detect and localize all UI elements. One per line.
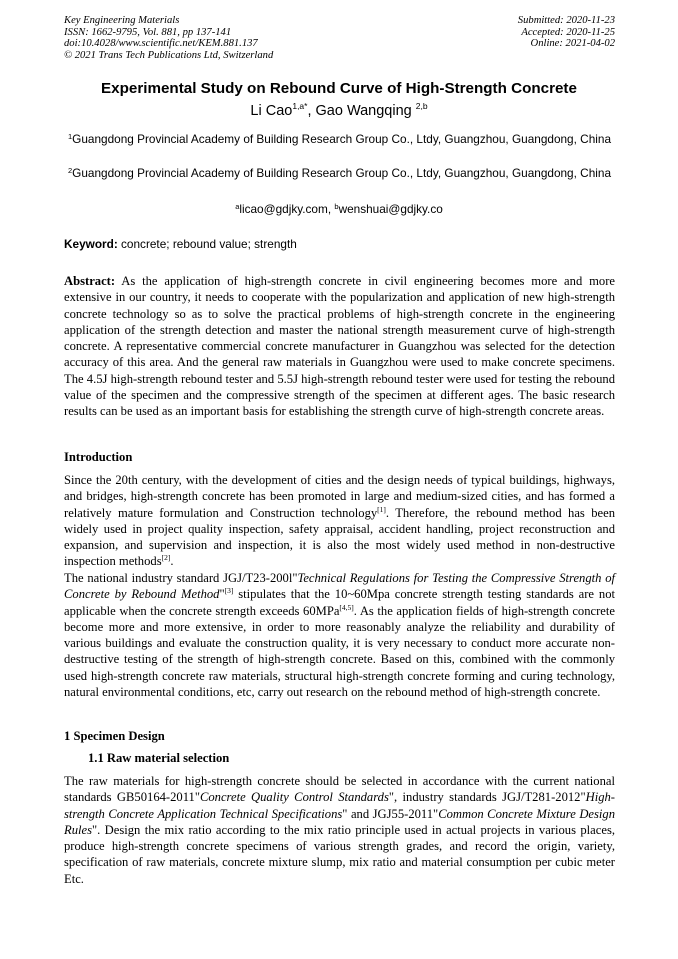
affiliation-2: [64, 165, 615, 182]
keyword-label: Keyword:: [64, 237, 118, 251]
intro-p1-text-b: . Therefore, the rebound method has been widely used in project quality inspection, safety appraisal, accident handling, project reconstruction and expansion, and supervision and inspection, it is also the most widely used method in non-destructive inspection methods: [64, 505, 615, 569]
keyword-text: concrete; rebound value; strength: [117, 237, 297, 251]
keywords: [64, 237, 297, 251]
raw-p-text-d: ". Design the mix ratio according to the mix ratio principle used in actual projects in various places, produce high-strength concrete specimens of various strength grades, and record the origin, variety, specification of raw materials, concrete mixture slump, mix ratio and material consumption per cubic meter Etc.: [64, 822, 615, 886]
raw-p-text-a: The raw materials for high-strength concrete should be selected in accordance with the current national standards GB50164-2011": [64, 774, 615, 805]
raw-p-standard-2: High-strength Concrete Application Technical Specifications: [64, 790, 615, 821]
author-1-affil: 1,a*: [292, 101, 308, 111]
citation-4-5[interactable]: [4,5]: [339, 602, 354, 612]
email-a-sup: a: [235, 202, 240, 211]
email-b[interactable]: wenshuai@gdjky.co: [338, 202, 443, 216]
accepted-date: Accepted: 2020-11-25: [521, 26, 615, 38]
intro-p2-text-b: ": [219, 587, 225, 602]
journal-info: [64, 15, 273, 61]
journal-doi: doi:10.4028/www.scientific.net/KEM.881.137: [64, 38, 258, 50]
affiliation-1: [64, 131, 615, 148]
affiliation-2-sup: 2: [67, 166, 73, 175]
submission-dates: [518, 15, 615, 50]
citation-3[interactable]: [3]: [224, 586, 234, 596]
introduction-heading: Introduction: [64, 450, 133, 464]
author-separator: ,: [307, 103, 316, 119]
section-1-heading: 1 Specimen Design: [64, 729, 165, 743]
journal-issn: ISSN: 1662-9795, Vol. 881, pp 137-141: [64, 26, 232, 38]
raw-p-text-b: ", industry standards JGJ/T281-2012": [388, 790, 586, 805]
affiliation-2-text: Guangdong Provincial Academy of Building Research Group Co., Ltdy, Guangzhou, Guangdong, China: [72, 166, 611, 180]
raw-material-paragraph: [64, 773, 615, 887]
abstract: [64, 273, 615, 420]
intro-p1-text-a: Since the 20th century, with the development of cities and the design needs of typical buildings, highways, and bridges, high-strength concrete has been promoted in large and medium-sized cities, and has formed a relatively mature formulation and Construction technology: [64, 473, 615, 520]
affiliation-1-sup: 1: [67, 132, 73, 141]
raw-p-text-c: " and JGJ55-2011": [342, 806, 439, 821]
intro-p2-text-d: . As the application fields of high-strength concrete become more and more extensive, in order to more reasonably analyze the reliability and durability of various buildings and evaluate the construction quality, it is very necessary to conduct more accurate non-destructive testing of the strength of high-strength concrete. Based on this, combined with the commonly used high-strength concrete raw materials, structural high-strength concrete forming and curing technology, natural environmental conditions, etc, carry out research on the rebound method of high-strength concrete.: [64, 603, 615, 700]
author-2: Gao Wangqing: [315, 103, 416, 119]
submitted-date: Submitted: 2020-11-23: [517, 15, 615, 26]
abstract-label: Abstract:: [64, 274, 116, 288]
author-1: Li Cao: [250, 103, 293, 119]
journal-copyright: © 2021 Trans Tech Publications Ltd, Switzerland: [64, 49, 274, 61]
online-date: Online: 2021-04-02: [530, 38, 615, 50]
section-1-1-heading: 1.1 Raw material selection: [88, 751, 230, 765]
raw-p-standard-1: Concrete Quality Control Standards: [199, 790, 389, 805]
author-emails: [0, 202, 678, 216]
journal-name: Key Engineering Materials: [64, 15, 180, 26]
citation-1[interactable]: [1]: [377, 504, 386, 514]
paper-title: Experimental Study on Rebound Curve of High-Strength Concrete: [101, 80, 577, 97]
citation-2[interactable]: [2]: [161, 553, 171, 563]
author-2-affil: 2,b: [415, 101, 428, 111]
intro-p2-standard-title: Technical Regulations for Testing the Compressive Strength of Concrete by Rebound Method: [64, 571, 615, 602]
introduction-paragraph-1: [64, 472, 615, 570]
email-a[interactable]: licao@gdjky.com,: [239, 202, 335, 216]
introduction-paragraph-2: [64, 570, 615, 700]
intro-p1-text-c: .: [170, 554, 174, 569]
intro-p2-text-c: stipulates that the 10~60Mpa concrete strength testing standards are not applicable when the concrete strength exceeds 60MPa: [64, 587, 615, 618]
abstract-text: As the application of high-strength concrete in civil engineering becomes more and more extensive in our country, it needs to cooperate with the popularization and application of new high-strength concrete technology so as to solve the practical problems of high-strength concrete in the engineering application of the strength detection and master the national strength measurement curve of high-strength concrete. A representative commercial concrete manufacturer in Guangzhou was selected for the detection accuracy of this area. And the general raw materials in Guangzhou were used to make concrete specimens. The 4.5J high-strength rebound tester and 5.5J high-strength rebound tester were used for testing the rebound value of the specimen and the compressive strength of the specimen at different ages. The basic research results can be used as an important basis for establishing the strength curve of high-strength concrete areas.: [64, 274, 615, 419]
intro-p2-text-a: The national industry standard JGJ/T23-200l": [64, 571, 298, 585]
author-line: [0, 103, 678, 119]
email-b-sup: b: [334, 202, 339, 211]
raw-p-standard-3: Common Concrete Mixture Design Rules: [64, 806, 615, 837]
affiliation-1-text: Guangdong Provincial Academy of Building Research Group Co., Ltdy, Guangzhou, Guangdong, China: [72, 132, 611, 146]
